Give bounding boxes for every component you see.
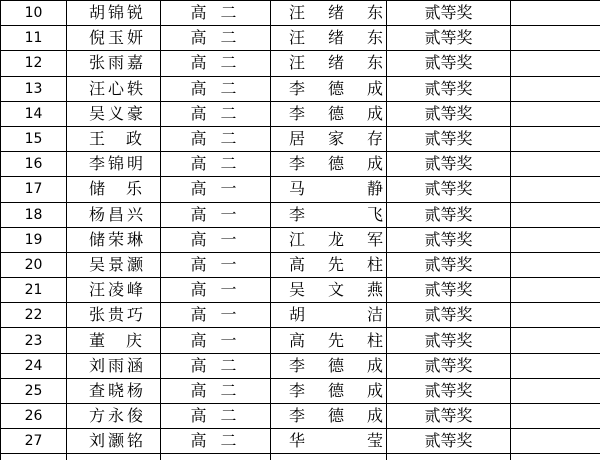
teacher-name — [289, 404, 383, 428]
student-name-char: 刘 — [89, 431, 109, 451]
teacher-name-char: 李 — [289, 154, 306, 174]
teacher-name-char: 李 — [289, 355, 306, 375]
student-name — [89, 203, 145, 227]
student-name-cell — [67, 429, 161, 454]
student-name-char: 李 — [89, 154, 109, 174]
teacher-name-cell — [271, 278, 387, 303]
teacher-name-cell — [271, 227, 387, 252]
student-name — [89, 26, 145, 50]
table-row — [1, 76, 600, 101]
award-cell: 贰等奖 — [387, 303, 511, 328]
award-cell: 贰等奖 — [387, 202, 511, 227]
teacher-name — [289, 253, 383, 277]
student-name-cell — [67, 303, 161, 328]
teacher-name-char: 莹 — [366, 431, 383, 451]
empty-cell — [511, 126, 600, 151]
student-name — [89, 303, 145, 327]
empty-cell — [511, 328, 600, 353]
award-cell: 贰等奖 — [387, 26, 511, 51]
row-number-cell: 11 — [1, 26, 67, 51]
student-name-char: 昌 — [108, 204, 128, 224]
teacher-name-char: 李 — [289, 103, 306, 123]
table-row — [1, 328, 600, 353]
grade-cell: 高二 — [161, 1, 271, 26]
student-name-char: 义 — [108, 103, 128, 123]
empty-cell — [511, 252, 600, 277]
table-row — [1, 51, 600, 76]
table-row — [1, 227, 600, 252]
student-name-char: 乐 — [125, 179, 145, 199]
award-cell: 贰等奖 — [387, 429, 511, 454]
teacher-name-cell — [271, 1, 387, 26]
teacher-name-char: 德 — [327, 154, 344, 174]
empty-cell — [511, 303, 600, 328]
empty-cell — [511, 353, 600, 378]
teacher-name-cell — [271, 26, 387, 51]
student-name-char: 雨 — [108, 355, 128, 375]
award-cell: 贰等奖 — [387, 328, 511, 353]
teacher-name-cell — [271, 378, 387, 403]
teacher-name-char: 静 — [366, 179, 383, 199]
empty-cell — [511, 429, 600, 454]
grade-cell: 高二 — [161, 152, 271, 177]
teacher-name-char: 成 — [366, 78, 383, 98]
teacher-name-cell — [271, 177, 387, 202]
teacher-name-char: 绪 — [327, 3, 344, 23]
student-name-cell — [67, 101, 161, 126]
teacher-name-char: 龙 — [327, 229, 344, 249]
grade-cell: 高一 — [161, 227, 271, 252]
table-row — [1, 353, 600, 378]
student-name — [89, 152, 145, 176]
student-name-cell — [67, 378, 161, 403]
row-number-cell: 12 — [1, 51, 67, 76]
award-cell: 贰等奖 — [387, 252, 511, 277]
student-name-char: 倪 — [89, 28, 109, 48]
empty-cell — [511, 227, 600, 252]
student-name-char: 琳 — [127, 229, 147, 249]
teacher-name-char: 李 — [289, 204, 306, 224]
teacher-name-char: 德 — [327, 355, 344, 375]
teacher-name-char: 德 — [327, 406, 344, 426]
row-number-cell: 24 — [1, 353, 67, 378]
teacher-name-char: 燕 — [366, 280, 383, 300]
teacher-name — [289, 51, 383, 75]
teacher-name-char: 绪 — [327, 28, 344, 48]
student-name — [89, 429, 145, 453]
student-name-char: 方 — [89, 406, 109, 426]
teacher-name-cell — [271, 252, 387, 277]
student-name-char: 铭 — [127, 431, 147, 451]
teacher-name-char: 李 — [289, 406, 306, 426]
empty-cell — [511, 26, 600, 51]
teacher-name-char: 东 — [366, 3, 383, 23]
empty-cell — [511, 454, 600, 461]
table-row — [1, 152, 600, 177]
teacher-name-char: 李 — [289, 78, 306, 98]
grade-cell: 高一 — [161, 303, 271, 328]
student-name-char: 张 — [89, 53, 109, 73]
teacher-name-cell — [271, 101, 387, 126]
teacher-name-char: 汪 — [289, 28, 306, 48]
student-name — [89, 177, 145, 201]
teacher-name-cell — [271, 76, 387, 101]
empty-cell — [511, 76, 600, 101]
teacher-name-char: 华 — [289, 431, 306, 451]
row-number-cell: 10 — [1, 1, 67, 26]
grade-cell: 高二 — [161, 429, 271, 454]
teacher-name — [289, 379, 383, 403]
student-name-char: 心 — [108, 78, 128, 98]
teacher-name-cell — [271, 51, 387, 76]
empty-cell — [271, 454, 387, 461]
student-name-char: 胡 — [89, 3, 109, 23]
student-name — [89, 278, 145, 302]
student-name-cell — [67, 152, 161, 177]
award-cell: 贰等奖 — [387, 227, 511, 252]
row-number-cell: 17 — [1, 177, 67, 202]
teacher-name — [289, 429, 383, 453]
teacher-name — [289, 1, 383, 25]
student-name — [89, 354, 145, 378]
teacher-name-char: 柱 — [366, 254, 383, 274]
empty-cell — [511, 101, 600, 126]
student-name — [89, 253, 145, 277]
student-name-char: 巧 — [127, 305, 147, 325]
teacher-name-char: 高 — [289, 254, 306, 274]
student-name-char: 锦 — [108, 154, 128, 174]
teacher-name-cell — [271, 404, 387, 429]
teacher-name-char: 汪 — [289, 53, 306, 73]
teacher-name — [289, 77, 383, 101]
empty-cell — [67, 454, 161, 461]
student-name — [89, 51, 145, 75]
table-row — [1, 26, 600, 51]
teacher-name-cell — [271, 126, 387, 151]
table-row — [1, 378, 600, 403]
teacher-name-char: 成 — [366, 103, 383, 123]
award-cell: 贰等奖 — [387, 177, 511, 202]
student-name-char: 明 — [127, 154, 147, 174]
empty-cell — [511, 1, 600, 26]
award-cell: 贰等奖 — [387, 278, 511, 303]
student-name-char: 荣 — [108, 229, 128, 249]
student-name-cell — [67, 404, 161, 429]
table-row — [1, 1, 600, 26]
student-name-char: 张 — [89, 305, 109, 325]
student-name — [89, 404, 145, 428]
student-name-char: 锐 — [127, 3, 147, 23]
teacher-name-char: 东 — [366, 28, 383, 48]
student-name-char: 景 — [108, 254, 128, 274]
row-number-cell: 16 — [1, 152, 67, 177]
student-name-char: 雨 — [108, 53, 128, 73]
student-name-cell — [67, 252, 161, 277]
teacher-name-char: 德 — [327, 78, 344, 98]
teacher-name-char: 吴 — [289, 280, 306, 300]
student-name — [89, 127, 145, 151]
grade-cell: 高二 — [161, 404, 271, 429]
row-number-cell: 21 — [1, 278, 67, 303]
empty-cell — [511, 378, 600, 403]
row-number-cell: 14 — [1, 101, 67, 126]
teacher-name-cell — [271, 328, 387, 353]
student-name-char: 庆 — [125, 330, 145, 350]
empty-cell — [511, 152, 600, 177]
grade-cell: 高二 — [161, 101, 271, 126]
award-cell: 贰等奖 — [387, 152, 511, 177]
student-name-char: 政 — [125, 129, 145, 149]
student-name-cell — [67, 227, 161, 252]
student-name-char: 嘉 — [127, 53, 147, 73]
student-name-cell — [67, 177, 161, 202]
student-name-char: 涵 — [127, 355, 147, 375]
student-name-char: 灏 — [127, 254, 147, 274]
row-number-cell: 26 — [1, 404, 67, 429]
teacher-name-char: 存 — [366, 129, 383, 149]
student-name-char: 俊 — [127, 406, 147, 426]
student-name-char: 妍 — [127, 28, 147, 48]
teacher-name — [289, 329, 383, 353]
award-cell: 贰等奖 — [387, 51, 511, 76]
row-number-cell: 27 — [1, 429, 67, 454]
teacher-name-char: 先 — [327, 330, 344, 350]
award-cell: 贰等奖 — [387, 404, 511, 429]
teacher-name — [289, 102, 383, 126]
student-name-char: 永 — [108, 406, 128, 426]
student-name-cell — [67, 51, 161, 76]
student-name-cell — [67, 126, 161, 151]
teacher-name-char: 成 — [366, 154, 383, 174]
teacher-name — [289, 177, 383, 201]
teacher-name-char: 东 — [366, 53, 383, 73]
empty-cell — [511, 278, 600, 303]
table-row-partial — [1, 454, 600, 461]
student-name-char: 吴 — [89, 254, 109, 274]
student-name-cell — [67, 202, 161, 227]
empty-cell — [511, 177, 600, 202]
table-row — [1, 303, 600, 328]
teacher-name-char: 居 — [289, 129, 306, 149]
student-name — [89, 102, 145, 126]
teacher-name-char: 高 — [289, 330, 306, 350]
teacher-name-char: 军 — [366, 229, 383, 249]
teacher-name — [289, 278, 383, 302]
student-name-cell — [67, 26, 161, 51]
teacher-name-char: 江 — [289, 229, 306, 249]
empty-cell — [511, 51, 600, 76]
student-name-char: 董 — [89, 330, 109, 350]
grade-cell: 高一 — [161, 328, 271, 353]
teacher-name-char: 家 — [327, 129, 344, 149]
student-name-char: 峰 — [127, 280, 147, 300]
student-name-char: 汪 — [89, 78, 109, 98]
table-row — [1, 177, 600, 202]
empty-cell — [511, 404, 600, 429]
student-name-cell — [67, 278, 161, 303]
row-number-cell: 19 — [1, 227, 67, 252]
award-cell: 贰等奖 — [387, 378, 511, 403]
teacher-name-char: 飞 — [366, 204, 383, 224]
row-number-cell: 23 — [1, 328, 67, 353]
teacher-name — [289, 152, 383, 176]
student-name-char: 锦 — [108, 3, 128, 23]
teacher-name-char: 文 — [327, 280, 344, 300]
teacher-name-cell — [271, 429, 387, 454]
grade-cell: 高二 — [161, 353, 271, 378]
teacher-name-char: 马 — [289, 179, 306, 199]
empty-cell — [511, 202, 600, 227]
student-name-char: 兴 — [127, 204, 147, 224]
row-number-cell: 22 — [1, 303, 67, 328]
student-name — [89, 1, 145, 25]
award-cell: 贰等奖 — [387, 353, 511, 378]
grade-cell: 高一 — [161, 177, 271, 202]
grade-cell: 高二 — [161, 378, 271, 403]
table-row — [1, 126, 600, 151]
teacher-name — [289, 127, 383, 151]
student-name-char: 杨 — [89, 204, 109, 224]
empty-cell — [161, 454, 271, 461]
row-number-cell: 13 — [1, 76, 67, 101]
student-name — [89, 77, 145, 101]
teacher-name-char: 成 — [366, 406, 383, 426]
table-row — [1, 278, 600, 303]
teacher-name-char: 李 — [289, 380, 306, 400]
teacher-name-char: 胡 — [289, 305, 306, 325]
awards-table-body — [1, 1, 600, 461]
grade-cell: 高二 — [161, 126, 271, 151]
teacher-name-char: 柱 — [366, 330, 383, 350]
grade-cell: 高一 — [161, 202, 271, 227]
table-row — [1, 202, 600, 227]
teacher-name — [289, 354, 383, 378]
teacher-name-char: 汪 — [289, 3, 306, 23]
student-name-char: 汪 — [89, 280, 109, 300]
student-name-char: 贵 — [108, 305, 128, 325]
student-name-cell — [67, 1, 161, 26]
student-name — [89, 379, 145, 403]
student-name-char: 吴 — [89, 103, 109, 123]
teacher-name — [289, 303, 383, 327]
teacher-name — [289, 228, 383, 252]
student-name-char: 储 — [89, 179, 109, 199]
student-name-char: 储 — [89, 229, 109, 249]
grade-cell: 高二 — [161, 76, 271, 101]
teacher-name-char: 德 — [327, 103, 344, 123]
teacher-name-char: 绪 — [327, 53, 344, 73]
award-cell: 贰等奖 — [387, 101, 511, 126]
student-name-cell — [67, 353, 161, 378]
student-name-char: 刘 — [89, 355, 109, 375]
award-cell: 贰等奖 — [387, 126, 511, 151]
table-row — [1, 404, 600, 429]
teacher-name-cell — [271, 303, 387, 328]
award-cell: 贰等奖 — [387, 76, 511, 101]
award-cell: 贰等奖 — [387, 1, 511, 26]
row-number-cell: 15 — [1, 126, 67, 151]
teacher-name-char: 洁 — [366, 305, 383, 325]
grade-cell: 高一 — [161, 252, 271, 277]
teacher-name-char: 成 — [366, 380, 383, 400]
student-name — [89, 228, 145, 252]
table-row — [1, 429, 600, 454]
student-name-char: 轶 — [127, 78, 147, 98]
student-name — [89, 329, 145, 353]
row-number-cell: 18 — [1, 202, 67, 227]
teacher-name-cell — [271, 202, 387, 227]
table-row — [1, 252, 600, 277]
grade-cell: 高二 — [161, 51, 271, 76]
student-name-char: 凌 — [108, 280, 128, 300]
grade-cell: 高二 — [161, 26, 271, 51]
student-name-char: 王 — [89, 129, 109, 149]
student-name-char: 杨 — [127, 380, 147, 400]
row-number-cell: 25 — [1, 378, 67, 403]
teacher-name-cell — [271, 152, 387, 177]
student-name-cell — [67, 76, 161, 101]
table-row — [1, 101, 600, 126]
teacher-name-cell — [271, 353, 387, 378]
empty-cell — [1, 454, 67, 461]
student-name-char: 查 — [89, 380, 109, 400]
row-number-cell: 20 — [1, 252, 67, 277]
student-name-cell — [67, 328, 161, 353]
student-name-char: 豪 — [127, 103, 147, 123]
teacher-name-char: 先 — [327, 254, 344, 274]
student-name-char: 晓 — [108, 380, 128, 400]
student-name-char: 灏 — [108, 431, 128, 451]
teacher-name-char: 成 — [366, 355, 383, 375]
teacher-name-char: 德 — [327, 380, 344, 400]
empty-cell — [387, 454, 511, 461]
grade-cell: 高一 — [161, 278, 271, 303]
student-name-char: 玉 — [108, 28, 128, 48]
teacher-name — [289, 203, 383, 227]
teacher-name — [289, 26, 383, 50]
